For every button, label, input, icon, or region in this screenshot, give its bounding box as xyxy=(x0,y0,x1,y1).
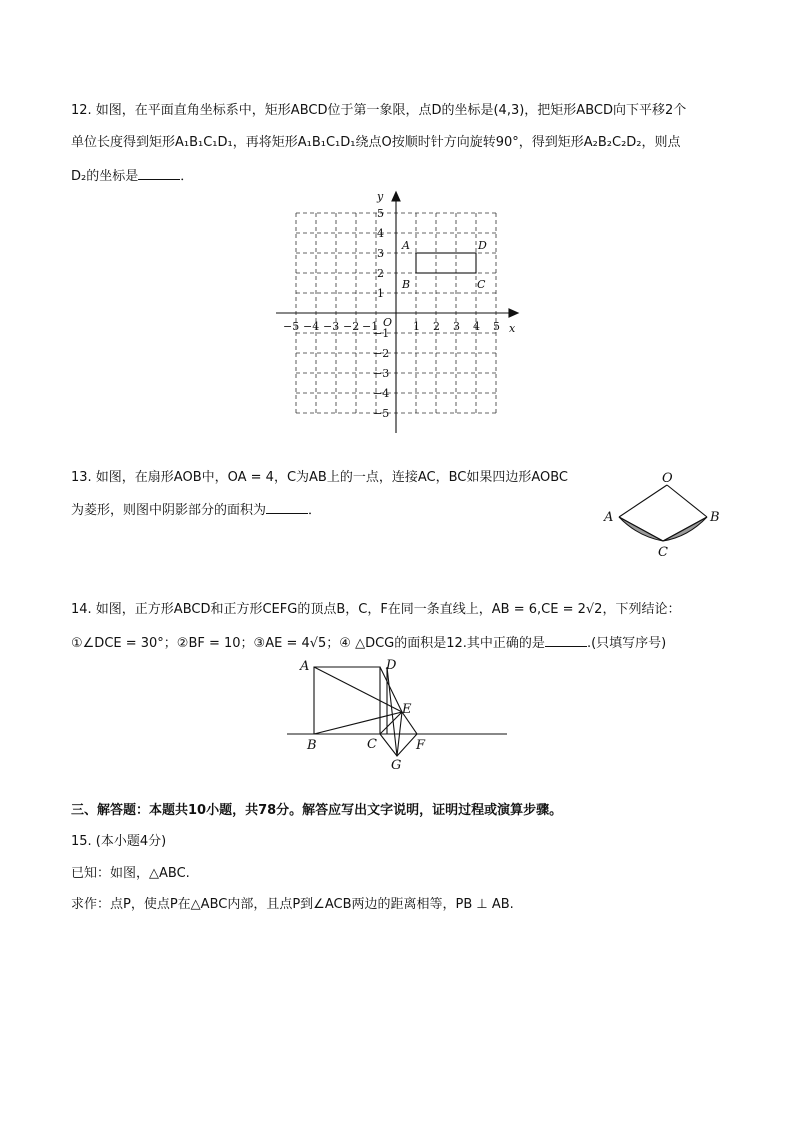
x-tick-label: −2 xyxy=(343,320,360,333)
y-tick-label: −4 xyxy=(373,387,390,400)
q15-given: 已知：如图，△ABC. xyxy=(71,866,190,881)
y-tick-label: 3 xyxy=(377,247,384,260)
segment-BE xyxy=(314,712,402,734)
x-tick-label: −4 xyxy=(303,320,320,333)
point-D-label: D xyxy=(386,658,397,673)
q13-line1: 13. 如图，在扇形AOB中，OA = 4，C为AB上的一点，连接AC，BC如果四边形AOBC xyxy=(71,470,569,485)
x-tick-label: 2 xyxy=(433,320,440,333)
square-ABCD xyxy=(314,667,380,734)
point-A-label: A xyxy=(604,510,614,525)
point-C-label: C xyxy=(367,737,377,752)
section3-header: 三、解答题：本题共10小题，共78分。解答应写出文字说明，证明过程或演算步骤。 xyxy=(71,803,563,818)
q13-line2-suffix: ． xyxy=(308,503,322,518)
point-D-label: D xyxy=(478,239,487,252)
y-tick-label: −5 xyxy=(373,407,390,420)
y-tick-label: 4 xyxy=(377,227,384,240)
point-B-label: B xyxy=(307,738,317,753)
y-tick-label: −1 xyxy=(373,327,390,340)
x-tick-label: 5 xyxy=(493,320,500,333)
x-tick-label: 4 xyxy=(473,320,480,333)
q12-line1: 12. 如图，在平面直角坐标系中，矩形ABCD位于第一象限，点D的坐标是(4,3)，把矩形ABCD向下平移2个 xyxy=(71,103,687,118)
point-C-label: C xyxy=(477,278,486,291)
q15-title: 15. (本小题4分) xyxy=(71,834,167,849)
y-tick-label: 1 xyxy=(377,287,384,300)
segment-AE xyxy=(314,667,402,712)
q13-line2-prefix: 为菱形，则图中阴影部分的面积为 xyxy=(71,503,267,518)
q12-line3-prefix: D₂的坐标是 xyxy=(71,169,139,184)
q14-line1: 14. 如图，正方形ABCD和正方形CEFG的顶点B，C，F在同一条直线上，AB = 6,CE = 2√2，下列结论： xyxy=(71,602,681,617)
point-F-label: F xyxy=(416,738,426,753)
point-A-label: A xyxy=(300,659,310,674)
point-C-label: C xyxy=(658,545,668,560)
x-tick-label: −5 xyxy=(283,320,300,333)
point-O-label: O xyxy=(662,471,673,486)
y-tick-label: 5 xyxy=(377,207,384,220)
y-tick-label: −3 xyxy=(373,367,390,380)
x-axis-label: x xyxy=(509,322,516,335)
y-tick-label: −2 xyxy=(373,347,390,360)
q14-line2-prefix: ①∠DCE = 30°；②BF = 10；③AE = 4√5；④ △DCG的面积是12.其中正确的是 xyxy=(71,636,545,651)
q15-task: 求作：点P，使点P在△ABC内部，且点P到∠ACB两边的距离相等，PB ⊥ AB. xyxy=(71,897,514,912)
point-A-label: A xyxy=(402,239,410,252)
segment-DG xyxy=(387,667,397,756)
point-E-label: E xyxy=(402,702,412,717)
x-tick-label: −1 xyxy=(362,320,379,333)
origin-label: O xyxy=(383,316,393,329)
point-G-label: G xyxy=(391,758,402,773)
q12-line3-suffix: ． xyxy=(180,169,194,184)
q12-line2: 单位长度得到矩形A₁B₁C₁D₁，再将矩形A₁B₁C₁D₁绕点O按顺时针方向旋转90°，得到矩形A₂B₂C₂D₂，则点 xyxy=(71,135,681,150)
y-tick-label: 2 xyxy=(377,267,384,280)
point-B-label: B xyxy=(710,510,720,525)
y-axis-label: y xyxy=(377,190,384,203)
x-tick-label: 1 xyxy=(413,320,420,333)
q14-line2-suffix: .(只填写序号) xyxy=(586,636,667,651)
x-tick-label: 3 xyxy=(453,320,460,333)
x-tick-label: −3 xyxy=(323,320,340,333)
point-B-label: B xyxy=(402,278,411,291)
